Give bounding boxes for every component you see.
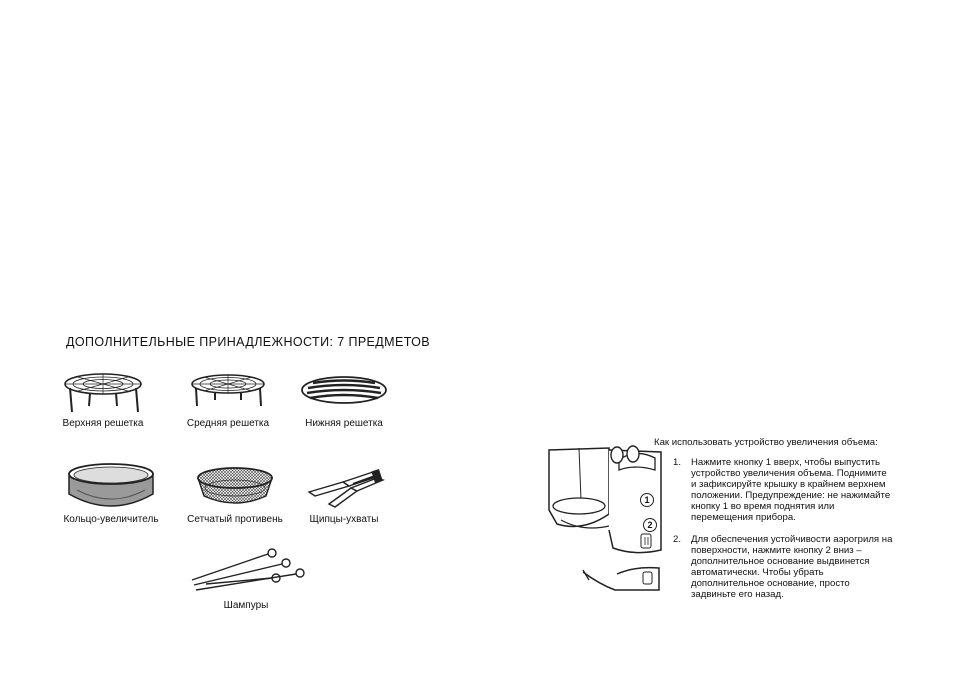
accessory-tongs	[298, 460, 390, 525]
top-rack-label: Верхняя решетка	[62, 418, 144, 429]
button-1-marker: 1	[640, 493, 654, 507]
instructions-title: Как использовать устройство увеличения объема:	[654, 437, 878, 448]
extender-ring-label: Кольцо-увеличитель	[63, 514, 159, 525]
extender-ring-icon	[63, 460, 159, 512]
extender-instructions	[654, 437, 894, 611]
step-text: Нажмите кнопку 1 вверх, чтобы выпустить устройство увеличения объема. Поднимите и зафиксируйте крышку в крайнем верхнем положении. Предупреждение: не нажимайте кнопку 1 во время поднятия или перемещения прибора.	[691, 457, 891, 523]
page-heading: ДОПОЛНИТЕЛЬНЫЕ ПРИНАДЛЕЖНОСТИ: 7 ПРЕДМЕТОВ	[66, 335, 431, 349]
accessory-top-rack	[54, 366, 152, 429]
bottom-rack-icon	[299, 366, 389, 416]
skewers-label: Шампуры	[223, 600, 269, 611]
middle-rack-icon	[185, 366, 271, 416]
mesh-tray-label: Сетчатый противень	[187, 514, 283, 525]
step-number: 1.	[673, 457, 682, 468]
tongs-label: Щипцы-ухваты	[309, 514, 379, 525]
accessory-extender-ring	[54, 460, 168, 525]
accessory-skewers	[176, 544, 316, 611]
mesh-tray-icon	[192, 460, 278, 512]
accessory-middle-rack	[180, 366, 276, 429]
instruction-step	[654, 534, 894, 600]
instruction-step	[654, 457, 894, 523]
skewers-icon	[186, 544, 306, 594]
button-2-marker: 2	[643, 518, 657, 532]
top-rack-icon	[58, 366, 148, 416]
tongs-icon	[299, 460, 389, 512]
device-illustration	[543, 440, 663, 615]
middle-rack-label: Средняя решетка	[186, 418, 270, 429]
accessory-mesh-tray	[182, 460, 288, 525]
accessory-bottom-rack	[298, 366, 390, 429]
step-text: Для обеспечения устойчивости аэрогриля на поверхности, нажмите кнопку 2 вниз – дополнительное основание выдвинется автоматически. Чтобы убрать дополнительное основание, просто задвиньте его назад.	[691, 534, 893, 600]
bottom-rack-label: Нижняя решетка	[305, 418, 383, 429]
step-number: 2.	[673, 534, 682, 545]
